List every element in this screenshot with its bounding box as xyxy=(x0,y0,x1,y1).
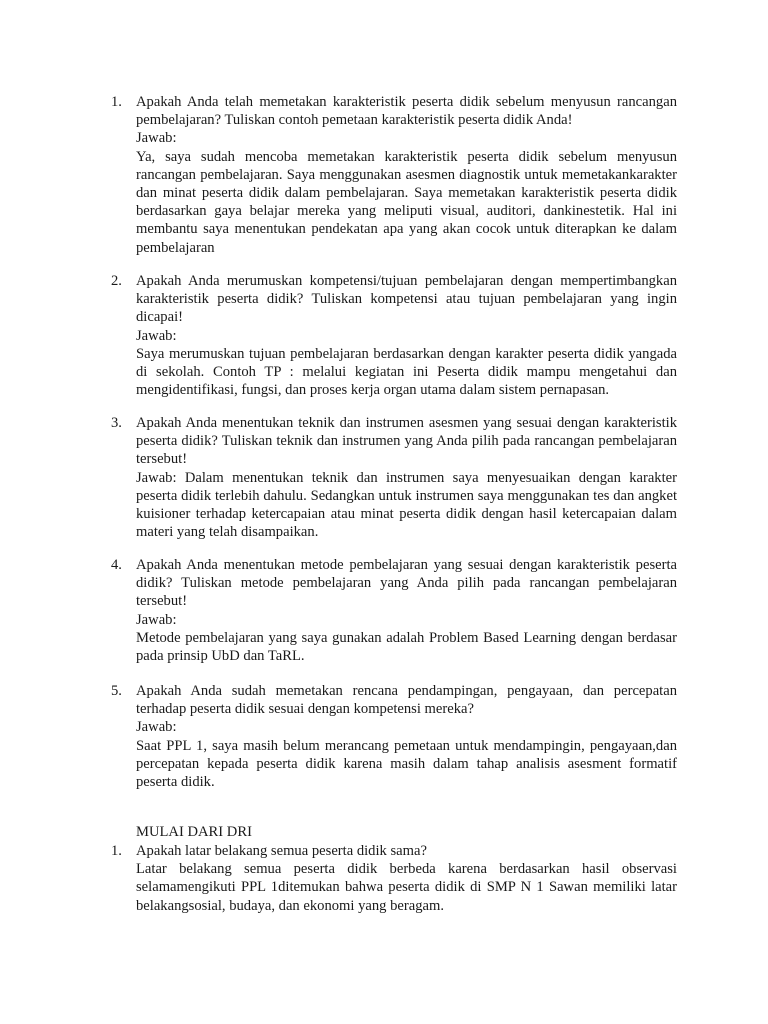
answer-text: Metode pembelajaran yang saya gunakan adalah Problem Based Learning dengan berdasar pada prinsip UbD dan TaRL. xyxy=(136,629,677,665)
question-number: 3. xyxy=(111,415,122,431)
question-number: 4. xyxy=(111,557,122,573)
question-number: 2. xyxy=(111,273,122,289)
answer-text: Saya merumuskan tujuan pembelajaran berdasarkan dengan karakter peserta didik yangada di sekolah. Contoh TP : melalui kegiatan ini Peserta didik mampu mengetahui dan mengidentifikasi, fungsi, dan proses kerja organ utama dalam sistem pernapasan. xyxy=(136,345,677,399)
question-body xyxy=(136,682,677,791)
section-question-text: Apakah latar belakang semua peserta didik sama? xyxy=(136,843,427,859)
question-body xyxy=(136,93,677,257)
answer-label: Jawab: xyxy=(136,130,177,147)
answer-label: Jawab: xyxy=(136,327,177,344)
answer-label: Jawab: xyxy=(136,611,177,628)
question-text: Apakah Anda telah memetakan karakteristik peserta didik sebelum menyusun rancangan pembelajaran? Tuliskan contoh pemetaan karakteristik peserta didik Anda! xyxy=(136,94,677,129)
section-answer-text: Latar belakang semua peserta didik berbeda karena berdasarkan hasil observasi selamamengikuti PPL 1ditemukan bahwa peserta didik di SMP N 1 Sawan memiliki latar belakangsosial, budaya, dan ekonomi yang beragam. xyxy=(136,861,677,914)
question-text: Apakah Anda sudah memetakan rencana pendampingan, pengayaan, dan percepatan terhadap peserta didik sesuai dengan kompetensi mereka? xyxy=(136,683,677,718)
question-text: Apakah Anda menentukan teknik dan instrumen asesmen yang sesuai dengan karakteristik peserta didik? Tuliskan teknik dan instrumen yang Anda pilih pada rancangan pembelajaran tersebut! xyxy=(136,415,677,468)
question-text: Apakah Anda menentukan metode pembelajaran yang sesuai dengan karakteristik peserta didik? Tuliskan metode pembelajaran yang Anda pilih pada rancangan pembelajaran tersebut! xyxy=(136,557,677,610)
answer-text: Ya, saya sudah mencoba memetakan karakteristik peserta didik sebelum menyusun rancangan pembelajaran. Saya menggunakan asesmen diagnostik untuk memetakankarakter dan minat peserta didik dalam pembelajaran. Saya memetakan karakteristik peserta didik berdasarkan gaya belajar mereka yang meliputi visual, auditori, dankinestetik. Hal ini membantu saya menentukan pendekatan apa yang akan cocok untuk diterapkan ke dalam pembelajaran xyxy=(136,148,677,256)
section-item-body xyxy=(136,842,677,915)
section-item-number: 1. xyxy=(111,843,122,859)
question-text: Apakah Anda merumuskan kompetensi/tujuan pembelajaran dengan mempertimbangkan karakteristik peserta didik? Tuliskan kompetensi atau tujuan pembelajaran yang ingin dicapai! xyxy=(136,273,677,326)
question-body xyxy=(136,272,677,399)
section-heading: MULAI DARI DRI xyxy=(136,824,252,840)
question-body xyxy=(136,414,677,541)
question-number: 5. xyxy=(111,683,122,699)
answer-label: Jawab: xyxy=(136,719,177,736)
answer-text: Saat PPL 1, saya masih belum merancang pemetaan untuk mendampingin, pengayaan,dan percepatan kepada peserta didik karena masih dalam tahap analisis asesment formatif peserta didik. xyxy=(136,737,677,791)
question-body xyxy=(136,556,677,665)
answer-text: Jawab: Dalam menentukan teknik dan instrumen saya menyesuaikan dengan karakter peserta didik terlebih dahulu. Sedangkan untuk instrumen saya menggunakan tes dan angket kuisioner terhadap ketercapaian atau minat peserta didik dengan hasil ketercapaian dalam materi yang telah disampaikan. xyxy=(136,469,677,541)
question-number: 1. xyxy=(111,94,122,110)
